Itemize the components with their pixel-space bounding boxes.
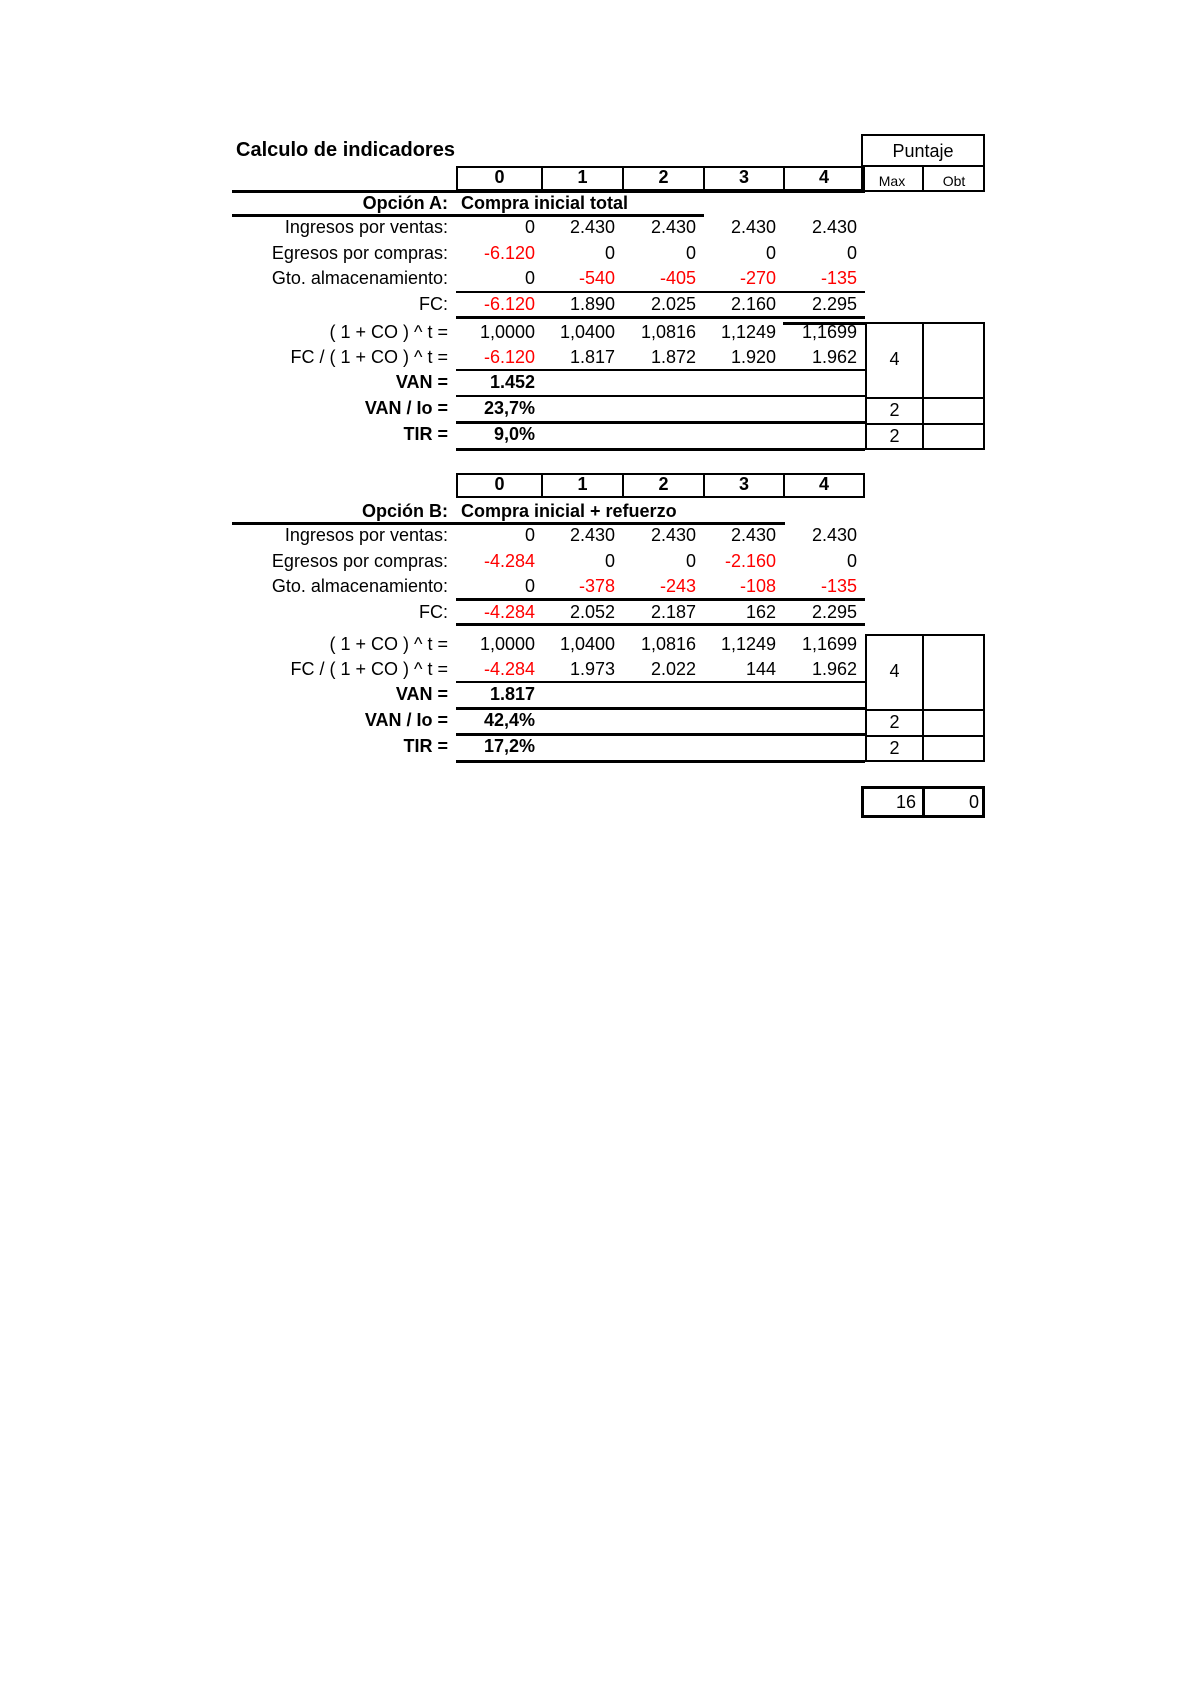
- option-a-almacenamiento-value: -270: [739, 268, 776, 288]
- option-b-factor-value: 1,1699: [801, 634, 857, 654]
- option-a-almacenamiento-value: -540: [578, 268, 615, 288]
- option-b-fc-value: 2.187: [650, 602, 696, 622]
- option-b-fc-label: FC:: [419, 602, 448, 622]
- period-header-b-3: 3: [703, 473, 785, 498]
- option-a-fc-descontado-value: -6.120: [483, 347, 535, 367]
- option-a-ingresos-value: 2.430: [730, 217, 776, 237]
- option-b-almacenamiento-value: -378: [578, 576, 615, 596]
- period-header-b-1: 1: [541, 473, 624, 498]
- option-b-factor-value: 1,1249: [720, 634, 776, 654]
- option-b-ingresos-value: 0: [524, 525, 535, 545]
- option-a-fc-descontado-value: 1.920: [730, 347, 776, 367]
- period-header-b-2: 2: [622, 473, 705, 498]
- option-a-egresos-value: 0: [604, 243, 615, 263]
- option-a-label: Opción A:: [362, 193, 448, 213]
- option-b-almacenamiento-value: -108: [739, 576, 776, 596]
- period-header-b-0: 0: [456, 473, 543, 498]
- option-a-almacenamiento-value: -135: [820, 268, 857, 288]
- option-a-name: Compra inicial total: [461, 193, 629, 213]
- option-a-factor-value: 1,1699: [801, 322, 857, 342]
- option-b-fc-descontado-value: 1.962: [811, 659, 857, 679]
- option-b-tir-value: 17,2%: [483, 736, 535, 756]
- option-a-fc-value: -6.120: [483, 294, 535, 314]
- option-b-ingresos-value: 2.430: [569, 525, 615, 545]
- option-a-egresos-value: -6.120: [483, 243, 535, 263]
- option-b-almacenamiento-value: 0: [524, 576, 535, 596]
- option-b-fc-descontado-value: 144: [745, 659, 776, 679]
- option-b-fc-descontado-value: 2.022: [650, 659, 696, 679]
- option-a-almacenamiento-value: 0: [524, 268, 535, 288]
- option-a-egresos-value: 0: [685, 243, 696, 263]
- option-a-tir-label: TIR =: [403, 424, 448, 444]
- option-b-factor-value: 1,0816: [640, 634, 696, 654]
- option-a-ingresos-value: 2.430: [650, 217, 696, 237]
- option-b-factor-value: 1,0000: [479, 634, 535, 654]
- option-a-van-max: 4: [889, 349, 900, 369]
- option-a-ingresos-label: Ingresos por ventas:: [284, 217, 448, 237]
- option-b-egresos-label: Egresos por compras:: [271, 551, 448, 571]
- option-b-fc-value: -4.284: [483, 602, 535, 622]
- option-a-ingresos-value: 0: [524, 217, 535, 237]
- total-max: 16: [895, 792, 916, 812]
- option-a-fc-descontado-value: 1.817: [569, 347, 615, 367]
- option-b-fc-value: 2.052: [569, 602, 615, 622]
- option-a-egresos-value: 0: [846, 243, 857, 263]
- option-b-fc-descontado-value: -4.284: [483, 659, 535, 679]
- option-b-ingresos-value: 2.430: [730, 525, 776, 545]
- option-b-fc-value: 162: [745, 602, 776, 622]
- option-a-fc-descontado-label: FC / ( 1 + CO ) ^ t =: [290, 347, 448, 367]
- page-title: Calculo de indicadores: [236, 139, 455, 161]
- option-b-egresos-value: 0: [604, 551, 615, 571]
- period-header-b-4: 4: [783, 473, 865, 498]
- option-a-egresos-label: Egresos por compras:: [271, 243, 448, 263]
- option-a-egresos-value: 0: [765, 243, 776, 263]
- option-b-fc-descontado-value: 1.973: [569, 659, 615, 679]
- option-a-almacenamiento-value: -405: [659, 268, 696, 288]
- option-b-ingresos-value: 2.430: [650, 525, 696, 545]
- option-b-factor-label: ( 1 + CO ) ^ t =: [329, 634, 448, 654]
- option-a-fc-value: 1.890: [569, 294, 615, 314]
- option-a-tir-value: 9,0%: [493, 424, 535, 444]
- option-b-tir-max: 2: [889, 738, 900, 758]
- option-b-fc-value: 2.295: [811, 602, 857, 622]
- option-b-ingresos-value: 2.430: [811, 525, 857, 545]
- total-obt: 0: [968, 792, 979, 812]
- option-b-egresos-value: 0: [685, 551, 696, 571]
- option-a-factor-label: ( 1 + CO ) ^ t =: [329, 322, 448, 342]
- option-a-fc-descontado-value: 1.872: [650, 347, 696, 367]
- option-b-almacenamiento-label: Gto. almacenamiento:: [271, 576, 448, 596]
- option-b-egresos-value: -4.284: [483, 551, 535, 571]
- option-a-ingresos-value: 2.430: [569, 217, 615, 237]
- option-b-van-label: VAN =: [395, 684, 448, 704]
- option-a-van-io-max: 2: [889, 400, 900, 420]
- option-a-van-value: 1.452: [489, 372, 535, 392]
- option-b-factor-value: 1,0400: [559, 634, 615, 654]
- option-b-egresos-value: 0: [846, 551, 857, 571]
- score-header-max: Max: [878, 173, 906, 189]
- option-a-factor-value: 1,0816: [640, 322, 696, 342]
- option-a-almacenamiento-label: Gto. almacenamiento:: [271, 268, 448, 288]
- option-b-ingresos-label: Ingresos por ventas:: [284, 525, 448, 545]
- option-a-fc-value: 2.025: [650, 294, 696, 314]
- option-a-van-io-label: VAN / Io =: [364, 398, 448, 418]
- option-a-factor-value: 1,0000: [479, 322, 535, 342]
- option-a-factor-value: 1,0400: [559, 322, 615, 342]
- option-b-name: Compra inicial + refuerzo: [461, 501, 677, 521]
- option-b-almacenamiento-value: -243: [659, 576, 696, 596]
- option-b-fc-descontado-label: FC / ( 1 + CO ) ^ t =: [290, 659, 448, 679]
- option-a-van-io-value: 23,7%: [483, 398, 535, 418]
- option-a-fc-value: 2.160: [730, 294, 776, 314]
- option-b-tir-label: TIR =: [403, 736, 448, 756]
- option-a-factor-value: 1,1249: [720, 322, 776, 342]
- option-a-ingresos-value: 2.430: [811, 217, 857, 237]
- option-b-label: Opción B:: [362, 501, 448, 521]
- option-b-van-io-value: 42,4%: [483, 710, 535, 730]
- period-header-2: 2: [622, 166, 705, 191]
- period-header-3: 3: [703, 166, 785, 191]
- option-a-van-label: VAN =: [395, 372, 448, 392]
- option-a-tir-max: 2: [889, 426, 900, 446]
- option-b-van-max: 4: [889, 661, 900, 681]
- period-header-4: 4: [783, 166, 865, 191]
- option-b-van-io-label: VAN / Io =: [364, 710, 448, 730]
- period-header-0: 0: [456, 166, 543, 191]
- option-b-almacenamiento-value: -135: [820, 576, 857, 596]
- option-a-fc-value: 2.295: [811, 294, 857, 314]
- option-b-egresos-value: -2.160: [724, 551, 776, 571]
- option-a-fc-descontado-value: 1.962: [811, 347, 857, 367]
- score-header-label: Puntaje: [892, 141, 954, 161]
- option-b-van-value: 1.817: [489, 684, 535, 704]
- period-header-1: 1: [541, 166, 624, 191]
- option-a-fc-label: FC:: [419, 294, 448, 314]
- score-header-obt: Obt: [942, 173, 966, 189]
- option-b-van-io-max: 2: [889, 712, 900, 732]
